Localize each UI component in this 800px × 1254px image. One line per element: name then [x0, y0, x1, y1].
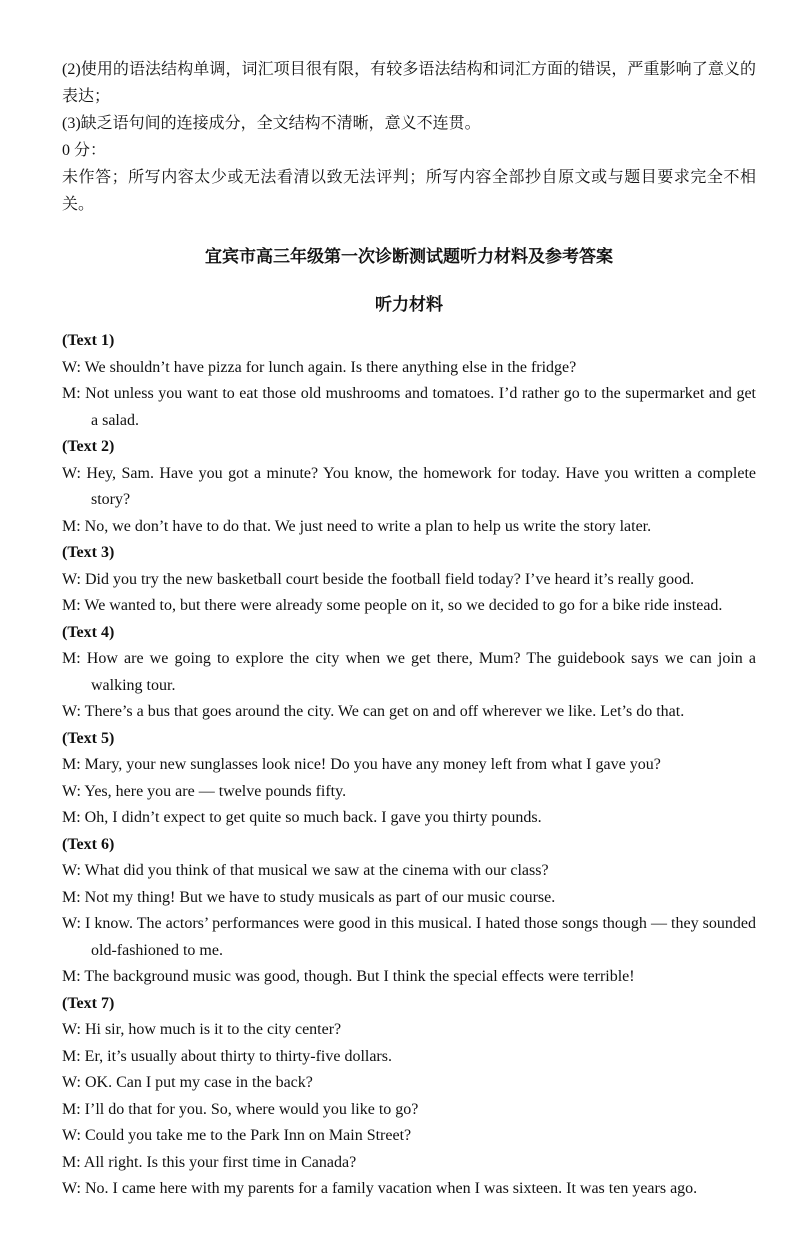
dialogue-line: M: Not my thing! But we have to study musicals as part of our music course. — [62, 888, 556, 906]
dialogue-line: M: Er, it’s usually about thirty to thirty-five dollars. — [62, 1047, 392, 1065]
criteria-item: 未作答；所写内容太少或无法看清以致无法评判；所写内容全部抄自原文或与题目要求完全不相关。 — [62, 169, 756, 213]
dialogue-line: W: I know. The actors’ performances were good in this musical. I hated those songs though — they sounded old-fashioned to me. — [62, 915, 756, 959]
dialogue-line: W: Yes, here you are — twelve pounds fifty. — [62, 782, 347, 800]
dialogue-line: M: Not unless you want to eat those old mushrooms and tomatoes. I’d rather go to the supermarket and get a salad. — [62, 385, 756, 429]
dialogue-line: M: All right. Is this your first time in Canada? — [62, 1153, 357, 1171]
dialogue-line: M: The background music was good, though. But I think the special effects were terrible! — [62, 968, 635, 985]
scoring-criteria — [62, 56, 756, 218]
dialogue-line: W: No. I came here with my parents for a family vacation when I was sixteen. It was ten years ago. — [62, 1180, 698, 1197]
dialogue-line: M: How are we going to explore the city when we get there, Mum? The guidebook says we can join a walking tour. — [62, 650, 756, 694]
text-label: (Text 6) — [62, 835, 115, 853]
dialogue-line: W: Did you try the new basketball court beside the football field today? I’ve heard it’s really good. — [62, 570, 695, 588]
dialogue-line: W: Hi sir, how much is it to the city center? — [62, 1021, 342, 1038]
dialogue-line: M: Oh, I didn’t expect to get quite so much back. I gave you thirty pounds. — [62, 809, 542, 826]
text-label: (Text 3) — [62, 544, 115, 561]
dialogue-line: W: OK. Can I put my case in the back? — [62, 1074, 313, 1091]
dialogue-line: W: There’s a bus that goes around the city. We can get on and off wherever we like. Let’s do that. — [62, 703, 685, 720]
criteria-item: 0 分： — [62, 142, 107, 159]
dialogue-line: W: We shouldn’t have pizza for lunch again. Is there anything else in the fridge? — [62, 358, 577, 376]
text-label: (Text 7) — [62, 994, 115, 1012]
dialogue-line: W: What did you think of that musical we saw at the cinema with our class? — [62, 862, 549, 879]
dialogue-line: M: No, we don’t have to do that. We just need to write a plan to help us write the story later. — [62, 517, 652, 535]
transcript — [62, 328, 756, 1203]
dialogue-line: M: We wanted to, but there were already some people on it, so we decided to go for a bike ride instead. — [62, 597, 723, 614]
text-label: (Text 1) — [62, 332, 115, 349]
dialogue-line: M: Mary, your new sunglasses look nice! Do you have any money left from what I gave you? — [62, 756, 661, 773]
dialogue-line: W: Hey, Sam. Have you got a minute? You know, the homework for today. Have you written a complete story? — [62, 464, 756, 508]
dialogue-line: W: Could you take me to the Park Inn on Main Street? — [62, 1127, 412, 1144]
criteria-item: (2)使用的语法结构单调，词汇项目很有限，有较多语法结构和词汇方面的错误，严重影响了意义的表达； — [62, 61, 756, 105]
document-title: 宜宾市高三年级第一次诊断测试题听力材料及参考答案 — [205, 247, 613, 266]
section-title: 听力材料 — [375, 295, 443, 314]
criteria-item: (3)缺乏语句间的连接成分，全文结构不清晰，意义不连贯。 — [62, 115, 481, 132]
dialogue-line: M: I’ll do that for you. So, where would you like to go? — [62, 1100, 419, 1118]
text-label: (Text 4) — [62, 623, 115, 641]
text-label: (Text 5) — [62, 729, 115, 747]
text-label: (Text 2) — [62, 438, 115, 455]
